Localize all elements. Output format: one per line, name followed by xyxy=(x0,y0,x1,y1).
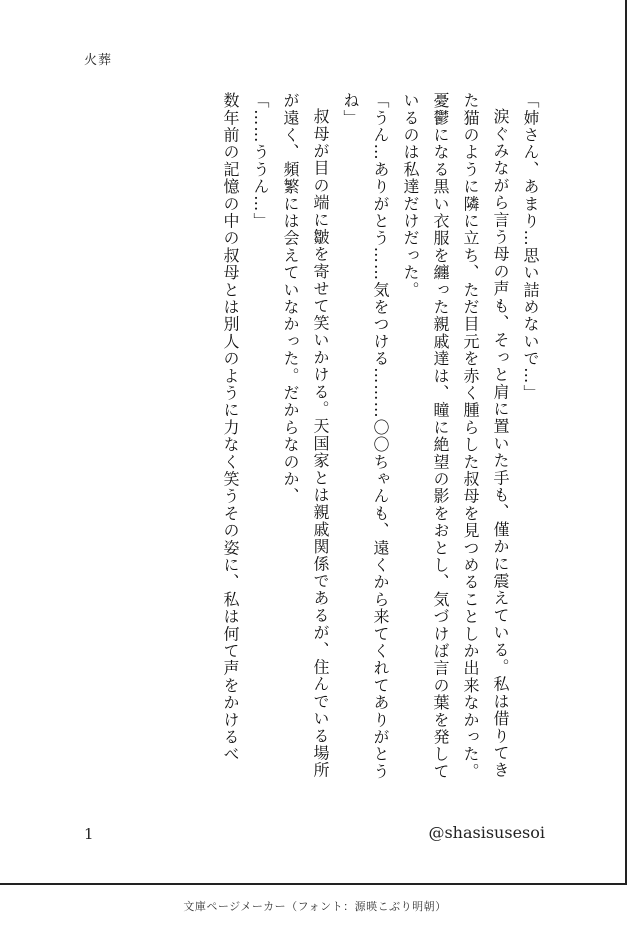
novel-body xyxy=(75,92,545,782)
footer-caption: 文庫ページメーカー（フォント：源暎こぶり明朝） xyxy=(183,900,447,913)
paragraph-dialogue-reply: 「……ううん…」 xyxy=(251,92,270,230)
chapter-title: 火葬 xyxy=(84,53,113,68)
paragraph-narration-memory: 数年前の記憶の中の叔母とは別人のように力なく笑うその姿に、私は何て声をかけるべ xyxy=(221,92,240,763)
author-handle: @shasisusesoi xyxy=(428,823,545,842)
page-number: 1 xyxy=(84,825,94,843)
paragraph-dialogue-aunt-comfort: 「姉さん、あまり…思い詰めないで…」 xyxy=(521,92,540,402)
paragraph-narration-aunt-smile: 叔母が目の端に皺を寄せて笑いかける。天国家とは親戚関係であるが、住んでいる場所が遠く、頻繁には会えていなかった。だからなのか、 xyxy=(281,92,330,779)
paragraph-dialogue-aunt-thanks: 「うん…ありがとう……気をつける………〇〇ちゃんも、遠くから来てくれてありがとうね」 xyxy=(341,92,390,780)
paragraph-narration-mother: 涙ぐみながら言う母の声も、そっと肩に置いた手も、僅かに震えている。私は借りてきた猫のように隣に立ち、ただ目元を赤く腫らした叔母を見つめることしか出来なかった。憂鬱になる黒い衣服を纏った親戚達は、瞳に絶望の影をおとし、気づけば言の葉を発しているのは私達だけだった。 xyxy=(401,92,510,780)
